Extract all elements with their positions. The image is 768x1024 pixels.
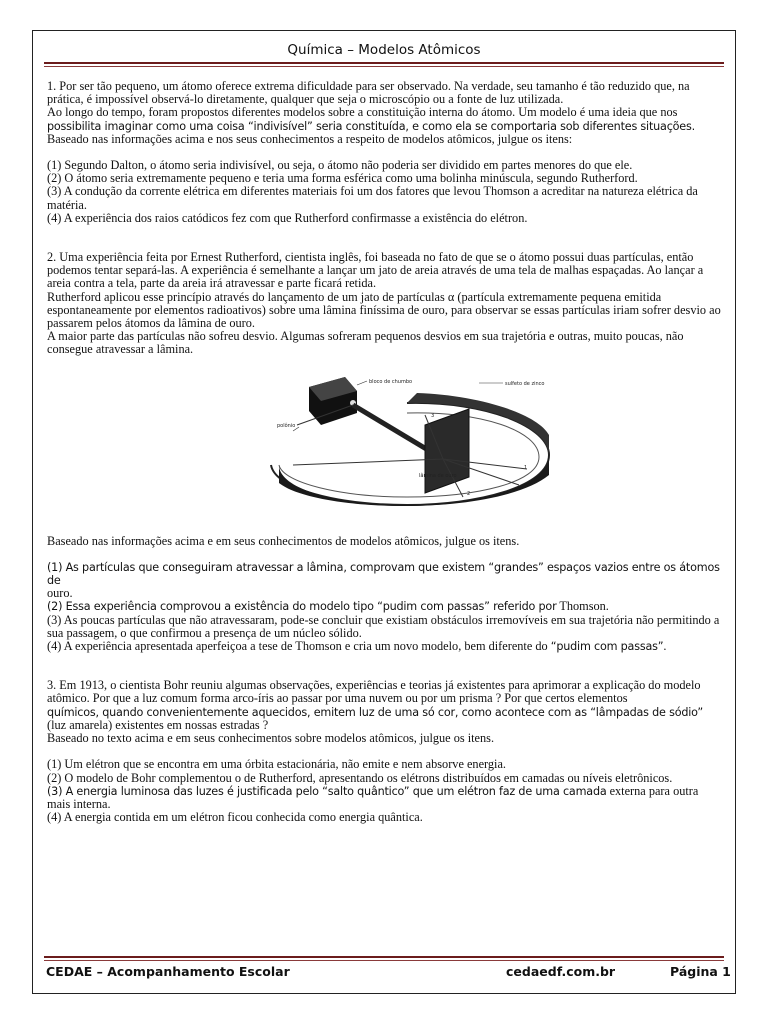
q1-item-1: (1) Segundo Dalton, o átomo seria indivisível, ou seja, o átomo não poderia ser dividido em partes menores do que ele. bbox=[47, 158, 633, 173]
footer-website[interactable]: cedaedf.com.br bbox=[506, 964, 616, 979]
q2-item-1 bbox=[47, 561, 722, 587]
question-2 bbox=[47, 251, 722, 653]
label-ray-3: 3 bbox=[431, 412, 435, 419]
q2-item-2-text: (2) Essa experiência comprovou a existência do modelo tipo “pudim com passas” referido por bbox=[47, 600, 557, 614]
q3-item-3 bbox=[47, 785, 722, 811]
label-zinc-sulfide: sulfeto de zinco bbox=[505, 380, 545, 387]
q2-paragraph-1: 2. Uma experiência feita por Ernest Rutherford, cientista inglês, foi baseada no fato de que se o átomo possui duas partículas, então podemos tentar separá-las. A experiência é semelhante a lançar um jato de areia através de uma tela de malhas espaçadas. Ao lançar a areia contra a tela, parte da areia irá atravessar e parte ficará retida. bbox=[47, 250, 704, 291]
footer-rule bbox=[44, 956, 724, 958]
zinc-sulfide-ring bbox=[279, 455, 549, 506]
q3-item-4: (4) A energia contida em um elétron ficou conhecida como energia quântica. bbox=[47, 810, 423, 825]
q3-item-3-text: (3) A energia luminosa das luzes é justificada pelo “salto quântico” que um elétron faz de uma camada bbox=[47, 784, 607, 798]
q2-paragraph-3: A maior parte das partículas não sofreu desvio. Algumas sofreram pequenos desvios em sua trajetória e outras, muito poucas, não consegue atravessar a lâmina. bbox=[47, 329, 684, 357]
page-title: Química – Modelos Atômicos bbox=[287, 42, 481, 58]
rutherford-experiment-figure bbox=[47, 365, 722, 525]
gold-foil bbox=[425, 409, 469, 493]
footer-page-number: Página 1 bbox=[670, 964, 731, 979]
q3-paragraph-1c: (luz amarela) existentes em nossas estradas ? bbox=[47, 717, 269, 732]
q3-item-3-tail: externa para outra mais interna. bbox=[47, 783, 699, 811]
q1-intro-4: Baseado nas informações acima e nos seus conhecimentos a respeito de modelos atômicos, julgue os itens: bbox=[47, 131, 573, 146]
question-3 bbox=[47, 679, 722, 824]
q1-intro-3: possibilita imaginar como uma coisa “indivisível” seria constituída, e como ela se comportaria sob diferentes situações. bbox=[47, 119, 695, 133]
q2-item-4-text: (4) A experiência apresentada aperfeiçoa a tese de Thomson e cria um novo modelo, bem diferente do bbox=[47, 639, 551, 654]
q1-item-2: (2) O átomo seria extremamente pequeno e teria uma forma esférica como uma bolinha minúscula, segundo Rutherford. bbox=[47, 171, 638, 186]
rutherford-apparatus-diagram bbox=[257, 365, 557, 523]
question-1 bbox=[47, 80, 722, 225]
q1-intro-2: Ao longo do tempo, foram propostos diferentes modelos sobre a constituição interna do átomo. Um modelo é uma ideia que nos bbox=[47, 105, 678, 120]
q3-paragraph-1: 3. Em 1913, o cientista Bohr reuniu algumas observações, experiências e teorias já existentes para aprimorar a explicação do modelo atômico. Por que a luz comum forma arco-íris ao passar por uma nuvem ou por um prisma ? Por que certos elementos bbox=[47, 678, 701, 706]
document-body bbox=[47, 80, 722, 824]
q3-item-2: (2) O modelo de Bohr complementou o de Rutherford, apresentando os elétrons distribuídos em camadas ou níveis eletrônicos. bbox=[47, 770, 673, 785]
q2-prompt: Baseado nas informações acima e em seus conhecimentos de modelos atômicos, julgue os itens. bbox=[47, 533, 520, 548]
footer-left: CEDAE – Acompanhamento Escolar bbox=[46, 964, 290, 979]
label-gold-foil: lâmina de ouro bbox=[419, 472, 457, 479]
label-ray-1: 1 bbox=[524, 464, 528, 471]
q3-paragraph-1b bbox=[47, 706, 722, 732]
footer-rule-thin bbox=[44, 960, 724, 961]
q3-paragraph-1b-text: químicos, quando convenientemente aquecidos, emitem luz de uma só cor, como acontece com as “lâmpadas de sódio” bbox=[47, 705, 704, 719]
label-polonium: polônio bbox=[277, 422, 296, 429]
q2-item-3: (3) As poucas partículas que não atravessaram, pode-se concluir que existiam obstáculos irremovíveis em sua trajetória não permitindo a sua passagem, o que confirmou a presença de um núcleo sólido. bbox=[47, 612, 720, 640]
q3-prompt: Baseado no texto acima e em seus conhecimentos sobre modelos atômicos, julgue os itens. bbox=[47, 731, 495, 746]
header-rule bbox=[44, 62, 724, 64]
q2-item-1-text: (1) As partículas que conseguiram atravessar a lâmina, comprovam que existem “grandes” espaços vazios entre os átomos de bbox=[47, 560, 720, 588]
header-rule-thin bbox=[44, 66, 724, 67]
q1-item-4: (4) A experiência dos raios catódicos fez com que Rutherford confirmasse a existência do elétron. bbox=[47, 210, 528, 225]
q2-item-4-end: . bbox=[663, 639, 667, 654]
q2-item-4 bbox=[47, 640, 722, 653]
q2-item-1-cont: ouro. bbox=[47, 586, 73, 601]
q2-item-2 bbox=[47, 600, 722, 613]
q2-item-2-tail: Thomson. bbox=[556, 599, 609, 614]
label-ray-2: 2 bbox=[467, 490, 471, 497]
q1-item-3: (3) A condução da corrente elétrica em diferentes materiais foi um dos fatores que levou Thomson a acreditar na natureza elétrica da matéria. bbox=[47, 184, 698, 212]
q3-item-1: (1) Um elétron que se encontra em uma órbita estacionária, não emite e nem absorve energia. bbox=[47, 757, 507, 772]
label-lead-block: bloco de chumbo bbox=[369, 378, 413, 385]
q2-paragraph-2: Rutherford aplicou esse princípio através do lançamento de um jato de partículas α (partícula extremamente pequena emitida espontaneamente por elementos radioativos) sobre uma lâmina finíssima de ouro, para observar se essas partículas iriam sofrer desvio ao passarem pelos átomos da lâmina de ouro. bbox=[47, 289, 721, 331]
q2-item-4-quote: “pudim com passas” bbox=[550, 640, 664, 654]
q1-intro-1: 1. Por ser tão pequeno, um átomo oferece extrema dificuldade para ser observado. Na verdade, seu tamanho é tão reduzido que, na prática, é impossível observá-lo diretamente, qualquer que seja o microscópio ou a fonte de luz utilizada. bbox=[47, 79, 690, 107]
